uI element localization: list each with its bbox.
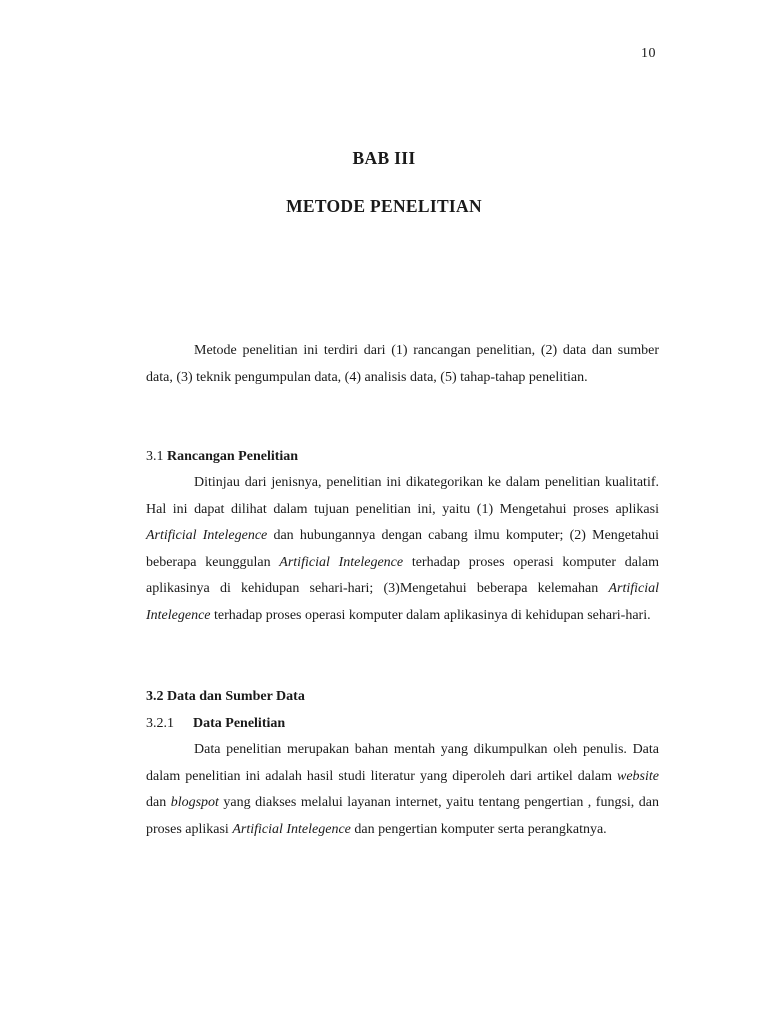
- italic-term: Artificial Intelegence: [279, 554, 404, 570]
- section-3-1-title: Rancangan Penelitian: [167, 449, 299, 464]
- intro-paragraph: Metode penelitian ini terdiri dari (1) rancangan penelitian, (2) data dan sumber data, (3) teknik pengumpulan data, (4) analisis data, (5) tahap-tahap penelitian.: [146, 343, 659, 385]
- italic-term: Artificial Intelegence: [146, 581, 659, 623]
- text-run: dan pengertian komputer serta perangkatnya.: [350, 821, 607, 837]
- italic-term: website: [617, 768, 659, 784]
- section-3-2-1-body: [146, 737, 659, 843]
- italic-term: blogspot: [170, 795, 219, 810]
- intro-section: [146, 338, 659, 391]
- text-run: terhadap proses operasi komputer dalam aplikasinya di kehidupan sehari-hari.: [210, 607, 651, 623]
- chapter-title: METODE PENELITIAN: [286, 196, 482, 216]
- chapter-number: BAB III: [352, 148, 416, 168]
- section-3-2-1-title: Data Penelitian: [193, 716, 286, 731]
- section-3-1-number: 3.1: [146, 449, 164, 464]
- text-run: yang diakses melalui layanan internet, yaitu tentang pengertian , fungsi, dan proses aplikasi: [146, 795, 659, 837]
- section-3-2-1-heading: [146, 714, 285, 734]
- text-run: terhadap proses operasi komputer dalam aplikasinya di kehidupan sehari-hari; (3)Mengetahui beberapa kelemahan: [146, 554, 659, 596]
- text-run: dan hubungannya dengan cabang ilmu komputer; (2) Mengetahui beberapa keunggulan: [146, 528, 659, 570]
- text-run: dan: [146, 795, 171, 810]
- text-run: Ditinjau dari jenisnya, penelitian ini dikategorikan ke dalam penelitian kualitatif. Hal ini dapat dilihat dalam tujuan penelitian ini, yaitu (1) Mengetahui proses aplikasi: [146, 475, 659, 517]
- section-3-2-1-paragraph: [146, 737, 659, 843]
- page-number: 10: [641, 46, 656, 61]
- section-3-1-paragraph: [146, 470, 659, 629]
- italic-term: Artificial Intelegence: [146, 528, 268, 543]
- section-3-1-heading: [146, 447, 298, 467]
- italic-term: Artificial Intelegence: [232, 821, 351, 837]
- section-3-1-body: [146, 470, 659, 629]
- section-3-2-heading: 3.2 Data dan Sumber Data: [146, 689, 305, 704]
- section-3-2-1-number: 3.2.1: [146, 716, 174, 731]
- text-run: Data penelitian merupakan bahan mentah yang dikumpulkan oleh penulis. Data dalam penelitian ini adalah hasil studi literatur yang diperoleh dari artikel dalam: [146, 742, 659, 784]
